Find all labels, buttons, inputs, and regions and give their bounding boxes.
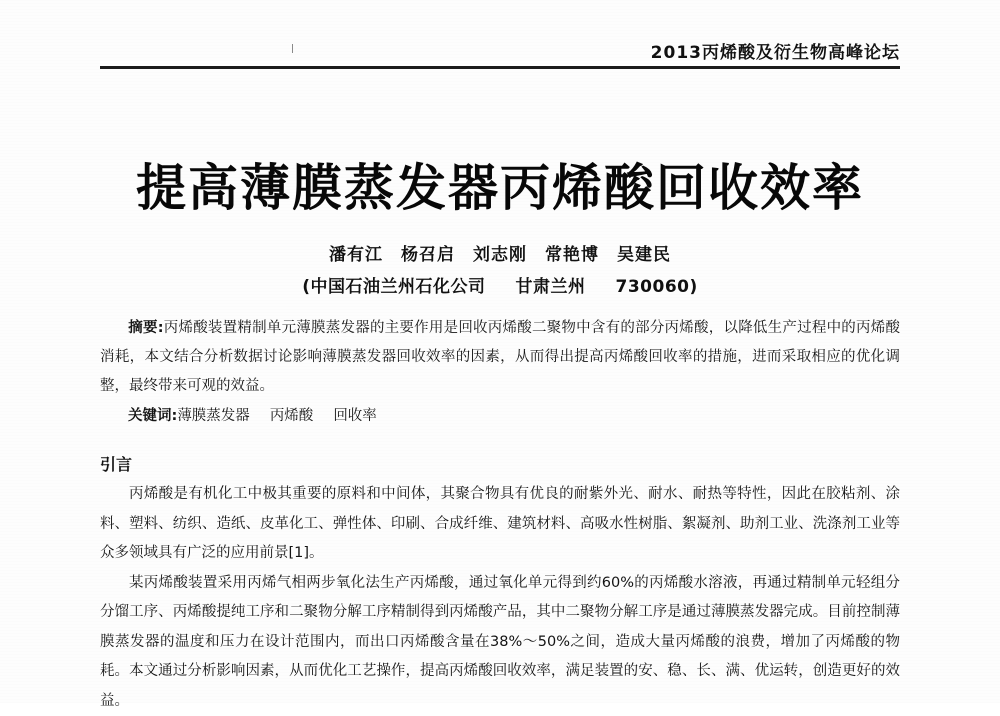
keywords-block xyxy=(100,402,900,430)
abstract-label: 摘要: xyxy=(128,320,164,336)
paragraph-2: 某丙烯酸装置采用丙烯气相两步氧化法生产丙烯酸，通过氧化单元得到约60%的丙烯酸水溶液，再通过精制单元轻组分分馏工序、丙烯酸提纯工序和二聚物分解工序精制得到丙烯酸产品，其中二聚物分解工序是通过薄膜蒸发器完成。目前控制薄膜蒸发器的温度和压力在设计范围内，而出口丙烯酸含量在38%～50%之间，造成大量丙烯酸的浪费，增加了丙烯酸的物耗。本文通过分析影响因素，从而优化工艺操作，提高丙烯酸回收效率，满足装置的安、稳、长、满、优运转，创造更好的效益。 xyxy=(100,569,900,716)
author-list: 潘有江 杨召启 刘志刚 常艳博 吴建民 xyxy=(0,240,1000,265)
paragraph-1: 丙烯酸是有机化工中极其重要的原料和中间体，其聚合物具有优良的耐紫外光、耐水、耐热等特性，因此在胶粘剂、涂料、塑料、纺织、造纸、皮革化工、弹性体、印刷、合成纤维、建筑材料、高吸水性树脂、絮凝剂、助剂工业、洗涤剂工业等众多领域具有广泛的应用前景[1]。 xyxy=(100,480,900,569)
affiliation-city: 甘肃兰州 xyxy=(516,277,586,297)
affiliation-postcode: 730060) xyxy=(616,277,698,297)
keyword-1: 薄膜蒸发器 xyxy=(177,408,250,424)
abstract-block xyxy=(100,314,900,401)
page-tick-mark xyxy=(292,44,293,53)
keywords-label: 关键词: xyxy=(128,408,177,424)
keyword-2: 丙烯酸 xyxy=(270,408,314,424)
header-rule xyxy=(100,66,900,69)
affiliation-institution: (中国石油兰州石化公司 xyxy=(302,277,485,297)
body-text xyxy=(100,480,900,716)
keyword-3: 回收率 xyxy=(333,408,377,424)
page-title: 提高薄膜蒸发器丙烯酸回收效率 xyxy=(0,148,1000,220)
section-heading-introduction: 引言 xyxy=(100,452,132,475)
affiliation xyxy=(0,272,1000,297)
abstract-text: 丙烯酸装置精制单元薄膜蒸发器的主要作用是回收丙烯酸二聚物中含有的部分丙烯酸，以降低生产过程中的丙烯酸消耗，本文结合分析数据讨论影响薄膜蒸发器回收效率的因素，从而得出提高丙烯酸回收率的措施，进而采取相应的优化调整，最终带来可观的效益。 xyxy=(100,320,900,394)
running-head: 2013丙烯酸及衍生物高峰论坛 xyxy=(100,38,900,63)
